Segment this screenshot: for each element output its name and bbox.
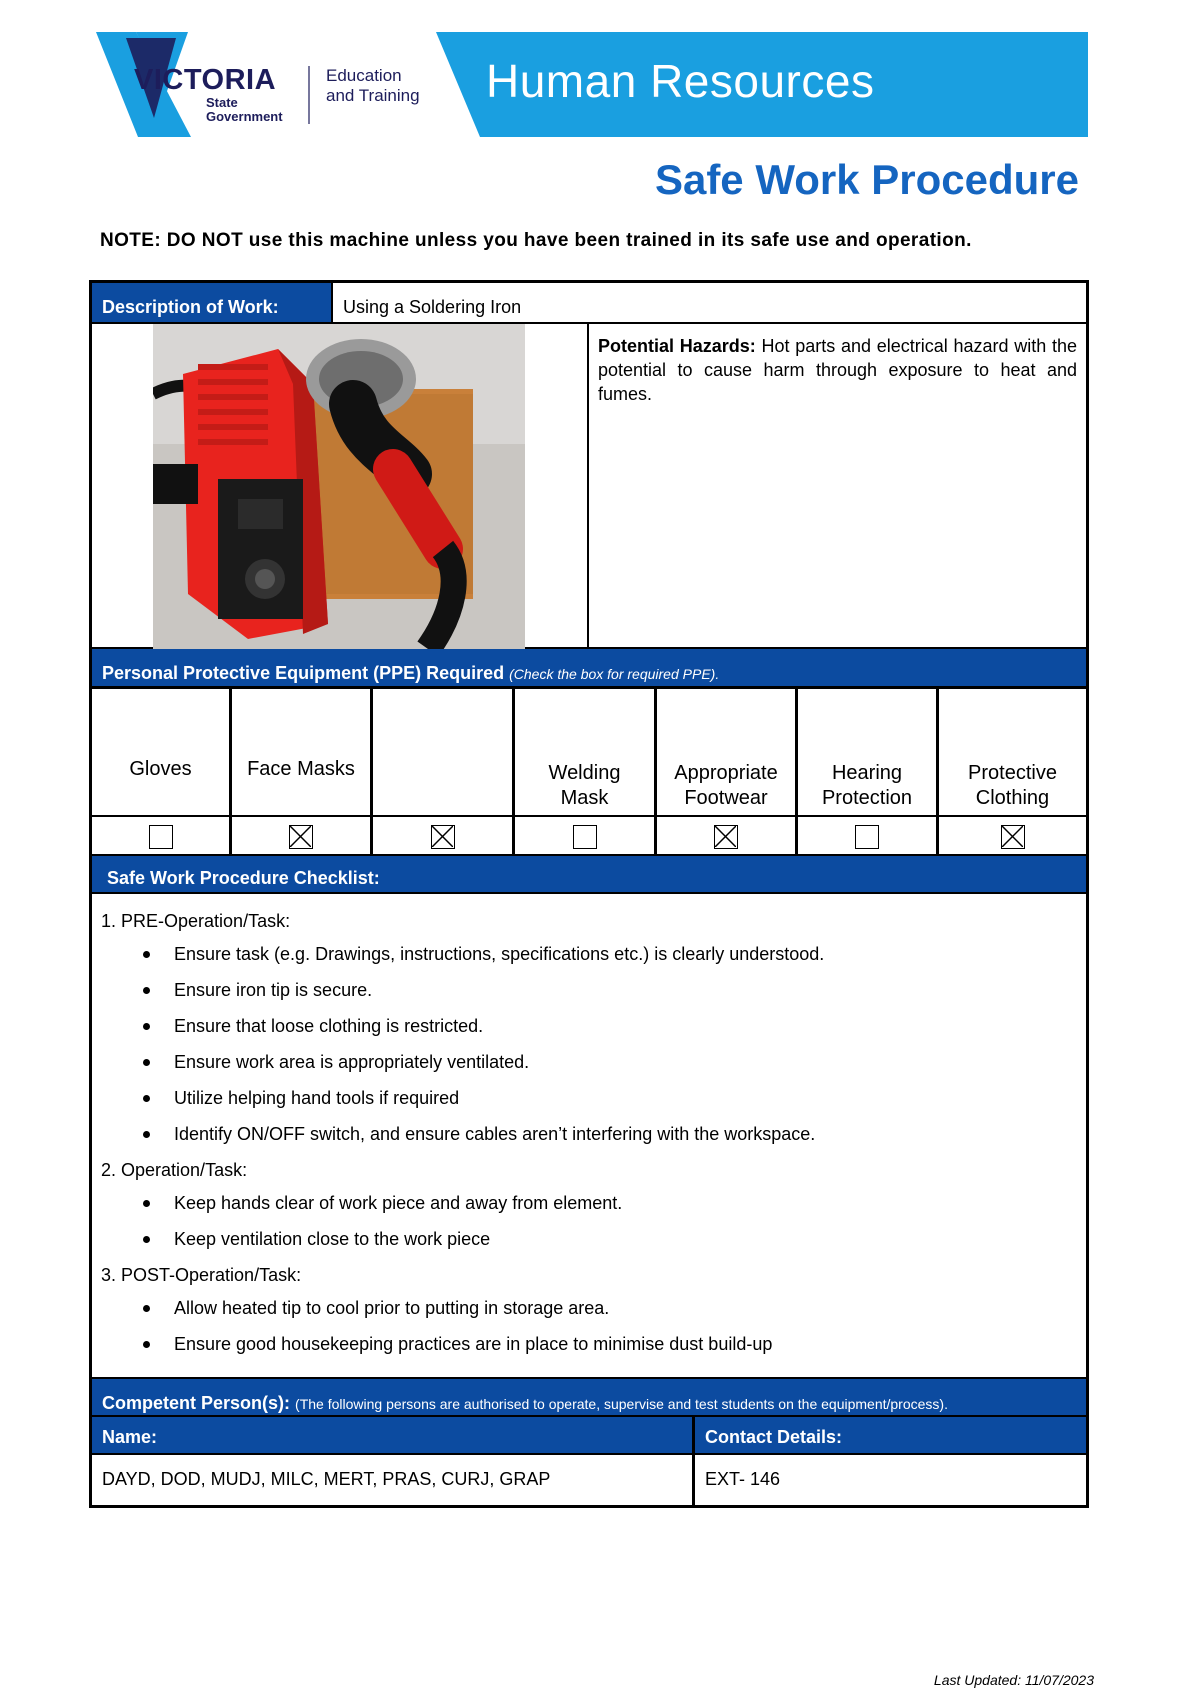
checklist-item [101, 1049, 1077, 1085]
checklist-item [101, 1013, 1077, 1049]
bullet-icon [143, 1059, 150, 1066]
ppe-checkbox-cell [515, 817, 657, 854]
competent-names: DAYD, DOD, MUDJ, MILC, MERT, PRAS, CURJ, GRAP [92, 1455, 695, 1505]
ppe-checkbox-unchecked[interactable] [855, 825, 879, 849]
contact-column-header: Contact Details: [705, 1427, 843, 1447]
soldering-iron-photo [153, 324, 525, 649]
checklist-item [101, 1226, 1077, 1262]
bullet-icon [143, 1236, 150, 1243]
ppe-hint: (Check the box for required PPE). [509, 666, 720, 682]
ppe-label-cell [92, 689, 232, 815]
hazards-cell [589, 324, 1086, 647]
checklist-item-text: Allow heated tip to cool prior to putting in storage area. [174, 1298, 610, 1318]
hazards-text: Hot parts and electrical hazard with the potential to cause harm through exposure to heat and fumes. [598, 336, 1077, 404]
checklist-item-text: Utilize helping hand tools if required [174, 1088, 460, 1108]
ppe-checkbox-checked[interactable] [714, 825, 738, 849]
ppe-label-cell [939, 689, 1086, 815]
photo-cell [92, 324, 589, 647]
page-title: Safe Work Procedure [654, 156, 1079, 203]
ppe-checkbox-cell [657, 817, 798, 854]
checklist-item-text: Ensure iron tip is secure. [174, 980, 373, 1000]
checklist-item [101, 941, 1077, 977]
checklist-item [101, 1085, 1077, 1121]
competent-label: Competent Person(s): [102, 1393, 291, 1413]
department-name: Education and Training [326, 66, 420, 105]
ppe-checkbox-cell [92, 817, 232, 854]
checklist-item-text: Ensure task (e.g. Drawings, instructions, specifications etc.) is clearly understood. [174, 944, 825, 964]
ppe-label-cell [657, 689, 798, 815]
bullet-icon [143, 1095, 150, 1102]
ppe-label-cell [373, 689, 515, 815]
brand-name: VICTORIA [134, 64, 277, 96]
competent-hint: (The following persons are authorised to operate, supervise and test students on the equipment/process). [295, 1396, 948, 1412]
checklist-item [101, 977, 1077, 1013]
checklist-item-text: Identify ON/OFF switch, and ensure cables aren’t interfering with the workspace. [174, 1124, 816, 1144]
bullet-icon [143, 1131, 150, 1138]
ppe-checkbox-cell [232, 817, 373, 854]
checklist-item-text: Ensure that loose clothing is restricted. [174, 1016, 484, 1036]
checklist-section-heading: 2. Operation/Task: [101, 1160, 248, 1180]
competent-header [92, 1379, 1086, 1417]
ppe-checkbox-unchecked[interactable] [573, 825, 597, 849]
cross-mark-icon [1002, 826, 1023, 847]
last-updated: Last Updated: 11/07/2023 [933, 1672, 1094, 1688]
ppe-checkbox-checked[interactable] [431, 825, 455, 849]
checklist-section-heading: 1. PRE-Operation/Task: [101, 911, 291, 931]
description-label: Description of Work: [92, 283, 333, 322]
training-note: NOTE: DO NOT use this machine unless you have been trained in its safe use and operation. [100, 230, 972, 251]
bullet-icon [143, 951, 150, 958]
checklist-section-heading: 3. POST-Operation/Task: [101, 1265, 302, 1285]
cross-mark-icon [715, 826, 736, 847]
name-column-header: Name: [92, 1417, 695, 1453]
checklist-item [101, 1331, 1077, 1367]
bullet-icon [143, 1200, 150, 1207]
cross-mark-icon [432, 826, 453, 847]
description-value: Using a Soldering Iron [343, 297, 522, 317]
logo-divider [308, 66, 310, 124]
ppe-label-cell [232, 689, 373, 815]
ppe-label: Hearing Protection [821, 762, 913, 809]
checklist-item [101, 1121, 1077, 1157]
ppe-label: Gloves [129, 758, 192, 780]
ppe-checkbox-checked[interactable] [289, 825, 313, 849]
header-banner [96, 32, 1088, 137]
ppe-checkbox-unchecked[interactable] [149, 825, 173, 849]
ppe-title: Personal Protective Equipment (PPE) Required [102, 663, 505, 683]
cross-mark-icon [290, 826, 311, 847]
ppe-label-cell [515, 689, 657, 815]
ppe-label: Face Masks [247, 758, 355, 780]
description-row [92, 283, 1086, 324]
ppe-header [92, 649, 1086, 689]
bullet-icon [143, 1023, 150, 1030]
checklist-item-text: Keep hands clear of work piece and away from element. [174, 1193, 623, 1213]
ppe-label-cell [798, 689, 939, 815]
ppe-checkbox-row [92, 817, 1086, 856]
bullet-icon [143, 1341, 150, 1348]
ppe-label: Welding Mask [548, 762, 621, 809]
ppe-checkbox-checked[interactable] [1001, 825, 1025, 849]
checklist-item-text: Ensure good housekeeping practices are in place to minimise dust build-up [174, 1334, 773, 1354]
checklist-item-text: Ensure work area is appropriately ventilated. [174, 1052, 530, 1072]
checklist-item [101, 1295, 1077, 1331]
hazards-label: Potential Hazards: [598, 336, 756, 356]
procedure-form [89, 280, 1089, 1508]
competent-contact: EXT- 146 [705, 1469, 781, 1489]
ppe-label: Protective Clothing [968, 762, 1057, 809]
ppe-checkbox-cell [939, 817, 1086, 854]
competent-row [92, 1455, 1086, 1505]
bullet-icon [143, 1305, 150, 1312]
ppe-checkbox-cell [798, 817, 939, 854]
banner-section-title: Human Resources [486, 55, 875, 107]
ppe-checkbox-cell [373, 817, 515, 854]
competent-column-headers [92, 1417, 1086, 1455]
checklist-header: Safe Work Procedure Checklist: [92, 856, 1086, 894]
checklist-body [92, 894, 1086, 1379]
checklist-item [101, 1190, 1077, 1226]
checklist-item-text: Keep ventilation close to the work piece [174, 1229, 491, 1249]
ppe-label: Appropriate Footwear [674, 762, 778, 809]
hazard-row [92, 324, 1086, 649]
brand-subtitle: State Government [206, 95, 283, 124]
ppe-labels-row [92, 689, 1086, 817]
bullet-icon [143, 987, 150, 994]
